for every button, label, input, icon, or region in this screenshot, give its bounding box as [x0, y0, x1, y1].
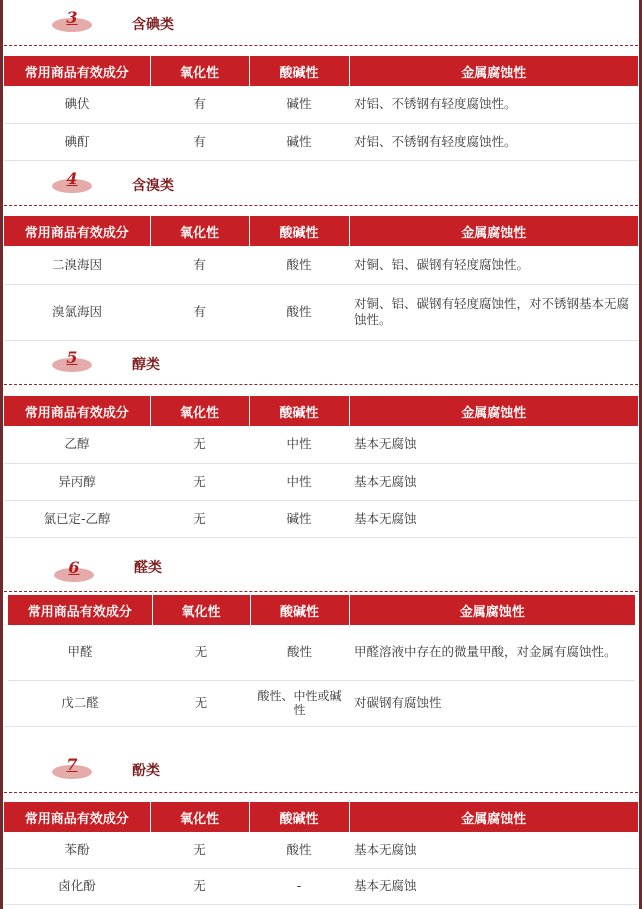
table-header-row	[4, 216, 638, 246]
col-header-corrosion: 金属腐蚀性	[349, 56, 638, 86]
cell-corrosion: 对铜、铝、碳钢有轻度腐蚀性。	[349, 246, 638, 284]
col-header-oxidizing: 氧化性	[150, 802, 249, 832]
bromine-table	[4, 216, 638, 341]
section-number: 4	[66, 169, 78, 188]
table-row	[4, 246, 638, 284]
cell-ingredient: 苯酚	[4, 832, 150, 868]
section-number: 3	[66, 8, 78, 27]
cell-acidity: 碱性	[249, 500, 349, 537]
section-aldehyde	[4, 540, 638, 750]
section-divider	[4, 792, 638, 793]
cell-acidity: 中性	[249, 426, 349, 463]
iodine-table	[4, 56, 638, 161]
table-header-row	[8, 595, 635, 625]
section-bromine	[4, 160, 638, 340]
section-title: 醛类	[134, 560, 162, 576]
table-header-row	[4, 56, 638, 86]
section-title: 醇类	[132, 357, 160, 373]
cell-oxidizing: 无	[150, 868, 249, 904]
cell-acidity: -	[249, 868, 349, 904]
table-row	[4, 868, 638, 904]
section-iodine	[4, 0, 638, 160]
table-row	[8, 625, 635, 680]
col-header-ingredient: 常用商品有效成分	[4, 216, 150, 246]
cell-acidity: 碱性	[249, 86, 349, 123]
col-header-corrosion: 金属腐蚀性	[349, 595, 635, 625]
cell-acidity: 酸性	[249, 832, 349, 868]
cell-acidity: 酸性、中性或碱性	[250, 680, 349, 726]
table-row	[8, 680, 635, 726]
section-title: 酚类	[132, 763, 160, 779]
col-header-acidity: 酸碱性	[249, 396, 349, 426]
section-number: 7	[66, 755, 78, 774]
section-divider	[4, 384, 638, 385]
cell-ingredient: 异丙醇	[4, 463, 150, 500]
cell-ingredient: 卤化酚	[4, 868, 150, 904]
section-phenol	[4, 750, 638, 909]
col-header-oxidizing: 氧化性	[150, 216, 249, 246]
section-title: 含碘类	[132, 17, 174, 33]
cell-corrosion: 基本无腐蚀	[349, 868, 638, 904]
cell-ingredient: 碘伏	[4, 86, 150, 123]
cell-ingredient: 溴氯海因	[4, 284, 150, 340]
cell-corrosion: 基本无腐蚀	[349, 832, 638, 868]
table-row	[4, 463, 638, 500]
col-header-corrosion: 金属腐蚀性	[349, 802, 638, 832]
cell-acidity: 酸性	[250, 625, 349, 680]
col-header-acidity: 酸碱性	[250, 595, 349, 625]
cell-ingredient: 氯已定-乙醇	[4, 500, 150, 537]
col-header-ingredient: 常用商品有效成分	[4, 396, 150, 426]
cell-oxidizing: 无	[150, 500, 249, 537]
cell-oxidizing: 无	[150, 426, 249, 463]
cell-corrosion: 对铜、铝、碳钢有轻度腐蚀性，对不锈钢基本无腐蚀性。	[349, 284, 638, 340]
section-alcohol	[4, 340, 638, 540]
alcohol-table	[4, 396, 638, 538]
cell-oxidizing: 无	[152, 625, 250, 680]
cell-oxidizing: 有	[150, 86, 249, 123]
col-header-ingredient: 常用商品有效成分	[8, 595, 152, 625]
table-row	[4, 123, 638, 160]
aldehyde-table	[8, 595, 635, 727]
table-header-row	[4, 802, 638, 832]
col-header-acidity: 酸碱性	[249, 56, 349, 86]
col-header-corrosion: 金属腐蚀性	[349, 216, 638, 246]
table-row	[4, 426, 638, 463]
cell-ingredient: 甲醛	[8, 625, 152, 680]
cell-acidity: 碱性	[249, 123, 349, 160]
phenol-table	[4, 802, 638, 905]
cell-corrosion: 甲醛溶液中存在的微量甲酸，对金属有腐蚀性。	[349, 625, 635, 680]
cell-acidity: 酸性	[249, 246, 349, 284]
table-row	[4, 500, 638, 537]
cell-corrosion: 基本无腐蚀	[349, 463, 638, 500]
col-header-corrosion: 金属腐蚀性	[349, 396, 638, 426]
col-header-acidity: 酸碱性	[249, 216, 349, 246]
cell-ingredient: 戊二醛	[8, 680, 152, 726]
cell-oxidizing: 有	[150, 246, 249, 284]
cell-corrosion: 对碳钢有腐蚀性	[349, 680, 635, 726]
section-divider	[4, 205, 638, 206]
cell-corrosion: 对铝、不锈钢有轻度腐蚀性。	[349, 123, 638, 160]
section-bottom-line	[4, 726, 638, 727]
col-header-ingredient: 常用商品有效成分	[4, 56, 150, 86]
table-row	[4, 86, 638, 123]
cell-oxidizing: 无	[152, 680, 250, 726]
section-divider	[4, 45, 638, 46]
cell-ingredient: 乙醇	[4, 426, 150, 463]
cell-corrosion: 对铝、不锈钢有轻度腐蚀性。	[349, 86, 638, 123]
col-header-oxidizing: 氧化性	[152, 595, 250, 625]
cell-corrosion: 基本无腐蚀	[349, 426, 638, 463]
cell-oxidizing: 无	[150, 463, 249, 500]
section-number: 6	[68, 558, 80, 577]
cell-corrosion: 基本无腐蚀	[349, 500, 638, 537]
section-title: 含溴类	[132, 178, 174, 194]
cell-oxidizing: 有	[150, 123, 249, 160]
col-header-acidity: 酸碱性	[249, 802, 349, 832]
table-row	[4, 284, 638, 340]
col-header-oxidizing: 氧化性	[150, 56, 249, 86]
cell-ingredient: 碘酊	[4, 123, 150, 160]
col-header-oxidizing: 氧化性	[150, 396, 249, 426]
table-row	[4, 832, 638, 868]
table-header-row	[4, 396, 638, 426]
cell-oxidizing: 无	[150, 832, 249, 868]
col-header-ingredient: 常用商品有效成分	[4, 802, 150, 832]
section-number: 5	[66, 348, 78, 367]
cell-oxidizing: 有	[150, 284, 249, 340]
cell-ingredient: 二溴海因	[4, 246, 150, 284]
section-divider	[4, 591, 638, 592]
cell-acidity: 酸性	[249, 284, 349, 340]
cell-acidity: 中性	[249, 463, 349, 500]
